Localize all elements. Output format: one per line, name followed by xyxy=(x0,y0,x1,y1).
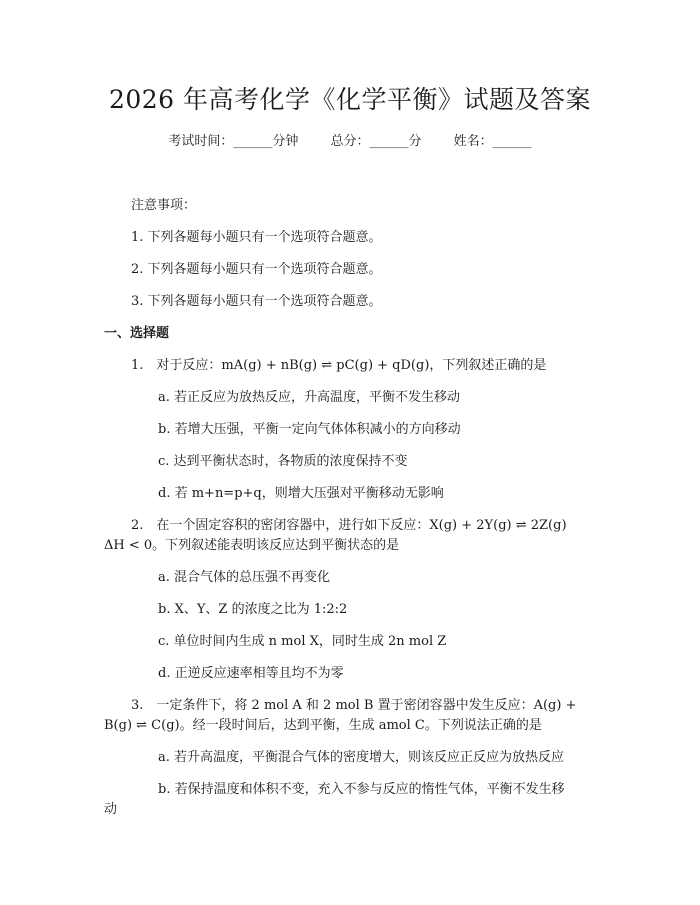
exam-title: 2026 年高考化学《化学平衡》试题及答案 xyxy=(108,85,592,114)
question-1-stem: 1. 对于反应：mA(g) + nB(g) ⇌ pC(g) + qD(g)，下列叙述正确的是 xyxy=(131,358,547,373)
question-1-option-d: d. 若 m+n=p+q，则增大压强对平衡移动无影响 xyxy=(158,486,444,501)
question-2-option-b: b. X、Y、Z 的浓度之比为 1:2:2 xyxy=(158,602,348,617)
student-name-field: 姓名：______ xyxy=(453,134,532,149)
question-2-option-c: c. 单位时间内生成 n mol X，同时生成 2n mol Z xyxy=(158,634,447,649)
exam-time-field: 考试时间：______分钟 xyxy=(168,134,299,149)
question-2-stem-line-1: 2. 在一个固定容积的密闭容器中，进行如下反应：X(g) + 2Y(g) ⇌ 2Z(g) xyxy=(131,518,567,533)
question-1-option-c: c. 达到平衡状态时，各物质的浓度保持不变 xyxy=(158,454,408,469)
question-3-stem-line-2: B(g) ⇌ C(g)。经一段时间后，达到平衡，生成 amol C。下列说法正确的是 xyxy=(104,718,542,733)
question-3-option-b-cont: 动 xyxy=(104,802,118,817)
notice-item-1: 1. 下列各题每小题只有一个选项符合题意。 xyxy=(131,230,382,245)
notice-item-3: 3. 下列各题每小题只有一个选项符合题意。 xyxy=(131,294,382,309)
section-heading-choice: 一、选择题 xyxy=(104,326,170,341)
notice-item-2: 2. 下列各题每小题只有一个选项符合题意。 xyxy=(131,262,382,277)
total-score-field: 总分：______分 xyxy=(330,134,422,149)
question-2-option-a: a. 混合气体的总压强不再变化 xyxy=(158,570,331,585)
question-3-option-b: b. 若保持温度和体积不变，充入不参与反应的惰性气体，平衡不发生移 xyxy=(158,782,565,797)
question-3-option-a: a. 若升高温度，平衡混合气体的密度增大，则该反应正反应为放热反应 xyxy=(158,750,565,765)
question-3-stem-line-1: 3. 一定条件下，将 2 mol A 和 2 mol B 置于密闭容器中发生反应：A(g) + xyxy=(131,698,577,713)
exam-meta xyxy=(0,130,700,149)
question-1-option-b: b. 若增大压强，平衡一定向气体体积减小的方向移动 xyxy=(158,422,461,437)
notice-heading: 注意事项： xyxy=(131,198,197,213)
question-2-stem-line-2: ΔH < 0。下列叙述能表明该反应达到平衡状态的是 xyxy=(104,538,400,553)
question-2-option-d: d. 正逆反应速率相等且均不为零 xyxy=(158,666,344,681)
question-1-option-a: a. 若正反应为放热反应，升高温度，平衡不发生移动 xyxy=(158,390,461,405)
